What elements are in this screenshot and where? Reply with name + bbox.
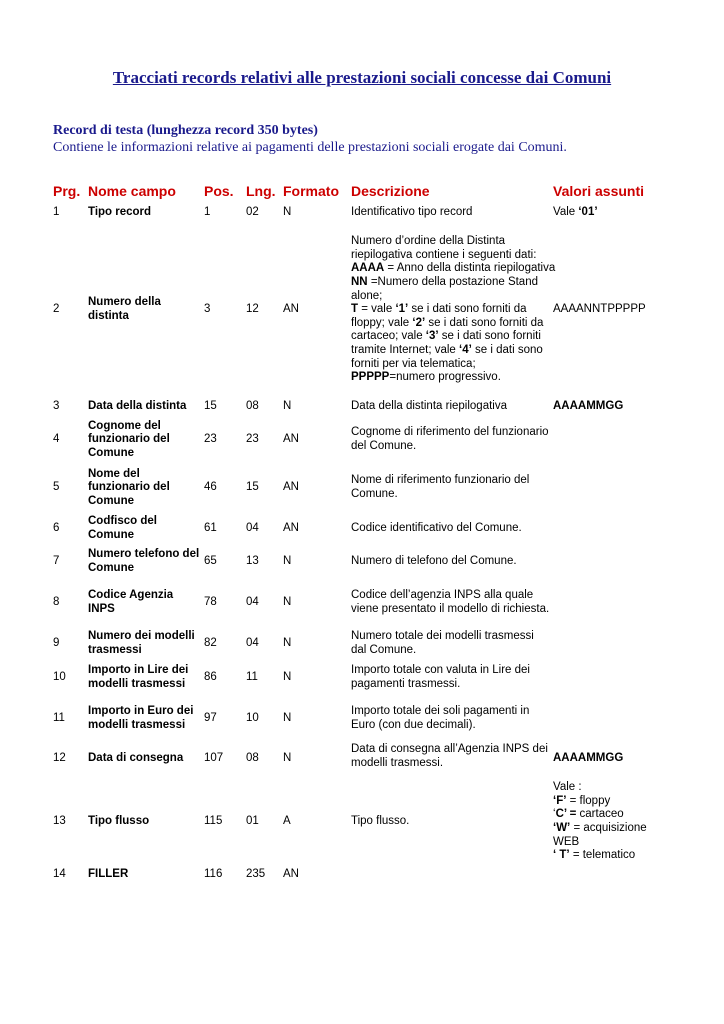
table-row [0, 399, 724, 415]
table-row [0, 224, 724, 396]
cell-pos: 3 [204, 303, 211, 316]
cell-nome-campo: Tipo record [88, 206, 152, 219]
cell-lng: 08 [246, 752, 259, 765]
cell-descrizione: Data di consegna all’Agenzia INPS dei modelli trasmessi. [351, 743, 548, 769]
cell-nome-campo: Data di consegna [88, 752, 184, 765]
cell-pos: 1 [204, 206, 211, 219]
cell-formato: N [283, 400, 292, 413]
cell-pos: 116 [204, 868, 223, 881]
header-nome-campo: Nome campo [88, 183, 176, 199]
cell-pos: 82 [204, 637, 217, 650]
cell-descrizione: Data della distinta riepilogativa [351, 400, 507, 413]
cell-prg: 9 [53, 637, 60, 650]
cell-descrizione: Nome di riferimento funzionario del Comune. [351, 474, 530, 500]
header-valori-assunti: Valori assunti [553, 183, 645, 199]
cell-nome-campo: Codice Agenzia INPS [88, 589, 174, 615]
cell-prg: 2 [53, 303, 60, 316]
cell-formato: N [283, 671, 292, 684]
table-row [0, 581, 724, 625]
cell-lng: 04 [246, 522, 259, 535]
cell-prg: 10 [53, 671, 66, 684]
table-row [0, 867, 724, 883]
cell-valori-assunti: AAAAMMGG [553, 752, 624, 765]
cell-prg: 11 [53, 712, 65, 725]
cell-lng: 15 [246, 481, 259, 494]
table-row [0, 629, 724, 659]
cell-nome-campo: Nome del funzionario del Comune [88, 467, 170, 507]
cell-formato: AN [283, 868, 299, 881]
cell-pos: 61 [204, 522, 217, 535]
cell-prg: 5 [53, 481, 60, 494]
cell-nome-campo: Data della distinta [88, 400, 187, 413]
cell-valori-assunti: Vale : ‘F’ = floppy ‘C’ = cartaceo ‘W’ = acquisizione WEB ‘ T’ = telematico [553, 781, 647, 862]
cell-pos: 115 [204, 815, 223, 828]
cell-formato: AN [283, 481, 299, 494]
cell-pos: 65 [204, 555, 217, 568]
cell-lng: 04 [246, 596, 259, 609]
cell-pos: 107 [204, 752, 224, 765]
cell-lng: 01 [246, 815, 259, 828]
table-row [0, 514, 724, 544]
cell-formato: AN [283, 522, 299, 535]
table-row [0, 466, 724, 510]
table-row [0, 697, 724, 741]
cell-lng: 02 [246, 206, 259, 219]
cell-formato: AN [283, 433, 299, 446]
cell-prg: 3 [53, 400, 60, 413]
table-row [0, 779, 724, 865]
cell-valori-assunti: AAAAMMGG [553, 400, 624, 413]
header-pos: Pos. [204, 183, 234, 199]
cell-lng: 13 [246, 555, 259, 568]
cell-prg: 6 [53, 522, 60, 535]
cell-descrizione: Importo totale dei soli pagamenti in Euro (con due decimali). [351, 705, 530, 731]
cell-formato: N [283, 712, 292, 725]
cell-formato: A [283, 815, 291, 828]
cell-nome-campo: Numero telefono del Comune [88, 548, 200, 574]
table-row [0, 663, 724, 693]
cell-pos: 78 [204, 596, 217, 609]
cell-descrizione: Numero d’ordine della Distinta riepilogativa contiene i seguenti dati: AAAA = Anno della distinta riepilogativa NN =Numero della postazione Stand alone; T = vale ‘1’ se i dati sono forniti da floppy; vale ‘2’ se i dati sono forniti da cartaceo; vale ‘3’ se i dati sono forniti tramite Internet; vale ‘4’ se i dati sono forniti per via telematica; PPPPP=numero progressivo. [351, 235, 556, 384]
record-description: Contiene le informazioni relative ai pagamenti delle prestazioni sociali erogate dai Comuni. [53, 140, 567, 155]
cell-formato: N [283, 555, 292, 568]
table-row [0, 418, 724, 462]
cell-pos: 15 [204, 400, 217, 413]
page-title: Tracciati records relativi alle prestazioni sociali concesse dai Comuni [112, 68, 612, 87]
cell-descrizione: Numero totale dei modelli trasmessi dal Comune. [351, 630, 534, 656]
cell-nome-campo: Cognome del funzionario del Comune [88, 419, 170, 459]
cell-prg: 4 [53, 433, 60, 446]
cell-nome-campo: Importo in Lire dei modelli trasmessi [88, 664, 189, 690]
cell-descrizione: Codice identificativo del Comune. [351, 522, 522, 535]
cell-descrizione: Tipo flusso. [351, 815, 410, 828]
cell-valori-assunti: Vale ‘01’ [553, 206, 598, 219]
cell-lng: 04 [246, 637, 259, 650]
cell-nome-campo: Numero dei modelli trasmessi [88, 630, 195, 656]
cell-prg: 12 [53, 752, 66, 765]
cell-lng: 10 [246, 712, 259, 725]
header-prg: Prg. [53, 183, 81, 199]
cell-lng: 08 [246, 400, 259, 413]
cell-prg: 7 [53, 555, 60, 568]
cell-descrizione: Numero di telefono del Comune. [351, 555, 517, 568]
header-lng: Lng. [246, 183, 276, 199]
cell-nome-campo: Tipo flusso [88, 815, 150, 828]
cell-pos: 86 [204, 671, 217, 684]
cell-nome-campo: Codfisco del Comune [88, 515, 158, 541]
table-row [0, 743, 724, 775]
cell-formato: N [283, 752, 292, 765]
table-row [0, 205, 724, 221]
cell-descrizione: Cognome di riferimento del funzionario del Comune. [351, 426, 549, 452]
cell-pos: 46 [204, 481, 217, 494]
cell-valori-assunti: AAAANNTPPPPP [553, 303, 646, 316]
cell-descrizione: Identificativo tipo record [351, 206, 473, 219]
cell-lng: 11 [246, 671, 258, 684]
cell-pos: 97 [204, 712, 217, 725]
cell-formato: AN [283, 303, 299, 316]
cell-nome-campo: Importo in Euro dei modelli trasmessi [88, 705, 194, 731]
cell-formato: N [283, 596, 292, 609]
cell-nome-campo: FILLER [88, 868, 129, 881]
cell-nome-campo: Numero della distinta [88, 296, 161, 322]
cell-lng: 235 [246, 868, 266, 881]
cell-prg: 14 [53, 868, 66, 881]
cell-descrizione: Importo totale con valuta in Lire dei pagamenti trasmessi. [351, 664, 530, 690]
cell-lng: 12 [246, 303, 259, 316]
cell-formato: N [283, 206, 292, 219]
cell-prg: 13 [53, 815, 66, 828]
cell-lng: 23 [246, 433, 259, 446]
header-formato: Formato [283, 183, 339, 199]
cell-descrizione: Codice dell’agenzia INPS alla quale viene presentato il modello di richiesta. [351, 589, 550, 615]
header-descrizione: Descrizione [351, 183, 430, 199]
table-row [0, 547, 724, 577]
cell-prg: 8 [53, 596, 60, 609]
cell-formato: N [283, 637, 292, 650]
cell-pos: 23 [204, 433, 217, 446]
cell-prg: 1 [53, 206, 60, 219]
record-heading: Record di testa (lunghezza record 350 bytes) [53, 123, 318, 138]
